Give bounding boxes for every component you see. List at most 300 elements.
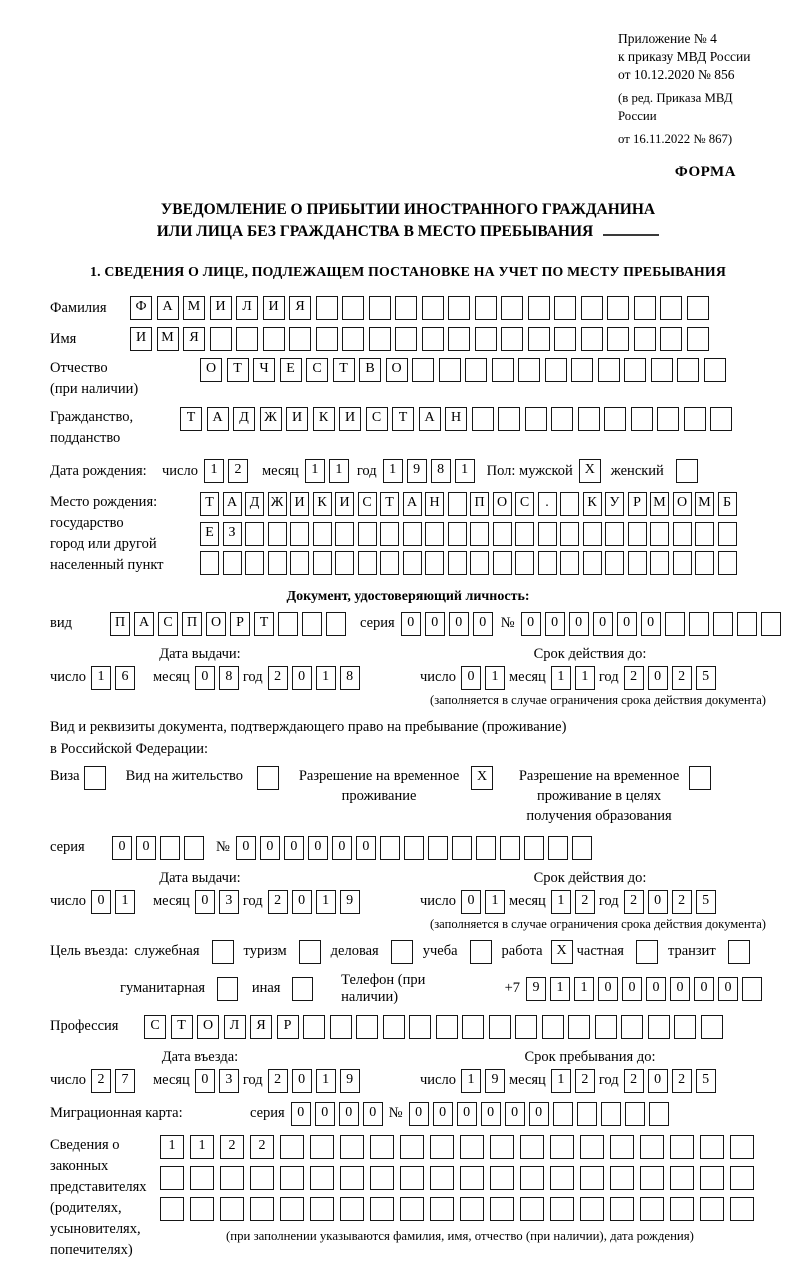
char-cell[interactable]: [621, 1015, 643, 1039]
char-cell[interactable]: [689, 612, 709, 636]
char-cell[interactable]: [492, 358, 514, 382]
char-cell[interactable]: [605, 551, 624, 575]
char-cell[interactable]: 5: [696, 1069, 716, 1093]
char-cell[interactable]: [651, 358, 673, 382]
char-cell[interactable]: [476, 836, 496, 860]
char-cell[interactable]: [607, 296, 629, 320]
char-cell[interactable]: 0: [339, 1102, 359, 1126]
char-cell[interactable]: К: [583, 492, 602, 516]
char-cell[interactable]: [383, 1015, 405, 1039]
char-cell[interactable]: 0: [195, 666, 215, 690]
char-cell[interactable]: А: [403, 492, 422, 516]
char-cell[interactable]: [475, 327, 497, 351]
char-cell[interactable]: [316, 296, 338, 320]
char-cell[interactable]: 0: [195, 1069, 215, 1093]
char-cell[interactable]: [303, 1015, 325, 1039]
char-cell[interactable]: Т: [227, 358, 249, 382]
char-cell[interactable]: С: [158, 612, 178, 636]
char-cell[interactable]: [430, 1135, 454, 1159]
char-cell[interactable]: 1: [551, 666, 571, 690]
char-cell[interactable]: 9: [340, 890, 360, 914]
char-cell[interactable]: [448, 522, 467, 546]
char-cell[interactable]: [660, 296, 682, 320]
char-cell[interactable]: [571, 358, 593, 382]
char-cell[interactable]: [665, 612, 685, 636]
char-cell[interactable]: [436, 1015, 458, 1039]
char-cell[interactable]: 9: [526, 977, 546, 1001]
char-cell[interactable]: Т: [333, 358, 355, 382]
char-cell[interactable]: [704, 358, 726, 382]
char-cell[interactable]: 0: [284, 836, 304, 860]
char-cell[interactable]: 3: [219, 890, 239, 914]
char-cell[interactable]: 0: [112, 836, 132, 860]
char-cell[interactable]: 2: [624, 890, 644, 914]
char-cell[interactable]: 0: [401, 612, 421, 636]
char-cell[interactable]: [515, 551, 534, 575]
char-cell[interactable]: [160, 1197, 184, 1221]
char-cell[interactable]: В: [359, 358, 381, 382]
char-cell[interactable]: К: [313, 407, 335, 431]
char-cell[interactable]: П: [110, 612, 130, 636]
char-cell[interactable]: И: [335, 492, 354, 516]
char-cell[interactable]: 1: [574, 977, 594, 1001]
char-cell[interactable]: [551, 407, 573, 431]
char-cell[interactable]: [518, 358, 540, 382]
char-cell[interactable]: 1: [455, 459, 475, 483]
char-cell[interactable]: [330, 1015, 352, 1039]
char-cell[interactable]: 1: [316, 666, 336, 690]
char-cell[interactable]: [538, 522, 557, 546]
char-cell[interactable]: [404, 836, 424, 860]
char-cell[interactable]: 0: [461, 890, 481, 914]
char-cell[interactable]: [673, 551, 692, 575]
char-cell[interactable]: [700, 1166, 724, 1190]
char-cell[interactable]: 1: [305, 459, 325, 483]
char-cell[interactable]: [395, 296, 417, 320]
char-cell[interactable]: [572, 836, 592, 860]
char-cell[interactable]: 0: [195, 890, 215, 914]
char-cell[interactable]: 1: [550, 977, 570, 1001]
char-cell[interactable]: [475, 296, 497, 320]
char-cell[interactable]: [290, 522, 309, 546]
char-cell[interactable]: [370, 1135, 394, 1159]
char-cell[interactable]: 2: [268, 1069, 288, 1093]
char-cell[interactable]: [278, 612, 298, 636]
char-cell[interactable]: [580, 1197, 604, 1221]
temp-residence-edu-checkbox[interactable]: [689, 766, 711, 790]
char-cell[interactable]: З: [223, 522, 242, 546]
char-cell[interactable]: [342, 296, 364, 320]
char-cell[interactable]: [700, 1135, 724, 1159]
char-cell[interactable]: 2: [672, 666, 692, 690]
char-cell[interactable]: А: [157, 296, 179, 320]
temp-residence-checkbox[interactable]: X: [471, 766, 493, 790]
char-cell[interactable]: [370, 1197, 394, 1221]
char-cell[interactable]: [515, 522, 534, 546]
char-cell[interactable]: [673, 522, 692, 546]
char-cell[interactable]: [310, 1166, 334, 1190]
char-cell[interactable]: [448, 296, 470, 320]
char-cell[interactable]: [730, 1197, 754, 1221]
char-cell[interactable]: [610, 1166, 634, 1190]
char-cell[interactable]: [263, 327, 285, 351]
char-cell[interactable]: 1: [329, 459, 349, 483]
char-cell[interactable]: [400, 1166, 424, 1190]
purpose-business-checkbox[interactable]: [391, 940, 413, 964]
char-cell[interactable]: А: [223, 492, 242, 516]
char-cell[interactable]: [713, 612, 733, 636]
char-cell[interactable]: [640, 1197, 664, 1221]
char-cell[interactable]: 0: [308, 836, 328, 860]
char-cell[interactable]: [184, 836, 204, 860]
char-cell[interactable]: [250, 1166, 274, 1190]
char-cell[interactable]: [403, 551, 422, 575]
char-cell[interactable]: 2: [268, 666, 288, 690]
purpose-other-checkbox[interactable]: [292, 977, 313, 1001]
char-cell[interactable]: Н: [445, 407, 467, 431]
char-cell[interactable]: 0: [292, 890, 312, 914]
char-cell[interactable]: [412, 358, 434, 382]
char-cell[interactable]: [718, 551, 737, 575]
char-cell[interactable]: Ж: [268, 492, 287, 516]
char-cell[interactable]: М: [157, 327, 179, 351]
char-cell[interactable]: М: [695, 492, 714, 516]
char-cell[interactable]: Ф: [130, 296, 152, 320]
char-cell[interactable]: 9: [407, 459, 427, 483]
char-cell[interactable]: [528, 327, 550, 351]
char-cell[interactable]: 0: [449, 612, 469, 636]
char-cell[interactable]: 1: [485, 666, 505, 690]
char-cell[interactable]: [625, 1102, 645, 1126]
char-cell[interactable]: 9: [485, 1069, 505, 1093]
char-cell[interactable]: [280, 1166, 304, 1190]
char-cell[interactable]: [439, 358, 461, 382]
char-cell[interactable]: [649, 1102, 669, 1126]
char-cell[interactable]: Р: [628, 492, 647, 516]
char-cell[interactable]: 0: [521, 612, 541, 636]
char-cell[interactable]: [340, 1197, 364, 1221]
char-cell[interactable]: 0: [409, 1102, 429, 1126]
char-cell[interactable]: [670, 1166, 694, 1190]
char-cell[interactable]: М: [650, 492, 669, 516]
char-cell[interactable]: И: [290, 492, 309, 516]
char-cell[interactable]: Т: [380, 492, 399, 516]
char-cell[interactable]: 0: [505, 1102, 525, 1126]
char-cell[interactable]: 2: [624, 666, 644, 690]
char-cell[interactable]: [302, 612, 322, 636]
char-cell[interactable]: [542, 1015, 564, 1039]
char-cell[interactable]: [448, 492, 467, 516]
char-cell[interactable]: 0: [473, 612, 493, 636]
char-cell[interactable]: [310, 1135, 334, 1159]
purpose-transit-checkbox[interactable]: [728, 940, 750, 964]
char-cell[interactable]: [313, 522, 332, 546]
char-cell[interactable]: [742, 977, 762, 1001]
char-cell[interactable]: 0: [481, 1102, 501, 1126]
purpose-humanitarian-checkbox[interactable]: [217, 977, 238, 1001]
char-cell[interactable]: [550, 1197, 574, 1221]
char-cell[interactable]: [280, 1197, 304, 1221]
char-cell[interactable]: 0: [425, 612, 445, 636]
char-cell[interactable]: О: [206, 612, 226, 636]
char-cell[interactable]: У: [605, 492, 624, 516]
char-cell[interactable]: 2: [220, 1135, 244, 1159]
char-cell[interactable]: 0: [433, 1102, 453, 1126]
char-cell[interactable]: [493, 551, 512, 575]
char-cell[interactable]: [583, 522, 602, 546]
char-cell[interactable]: [245, 551, 264, 575]
char-cell[interactable]: [358, 551, 377, 575]
char-cell[interactable]: [650, 551, 669, 575]
purpose-official-checkbox[interactable]: [212, 940, 234, 964]
char-cell[interactable]: [395, 327, 417, 351]
char-cell[interactable]: 0: [315, 1102, 335, 1126]
char-cell[interactable]: 1: [115, 890, 135, 914]
char-cell[interactable]: [695, 522, 714, 546]
char-cell[interactable]: [695, 551, 714, 575]
char-cell[interactable]: И: [339, 407, 361, 431]
char-cell[interactable]: О: [673, 492, 692, 516]
char-cell[interactable]: [628, 551, 647, 575]
char-cell[interactable]: 1: [575, 666, 595, 690]
char-cell[interactable]: 0: [545, 612, 565, 636]
char-cell[interactable]: [460, 1135, 484, 1159]
char-cell[interactable]: 0: [292, 666, 312, 690]
char-cell[interactable]: О: [386, 358, 408, 382]
char-cell[interactable]: [422, 296, 444, 320]
char-cell[interactable]: А: [419, 407, 441, 431]
char-cell[interactable]: 1: [551, 1069, 571, 1093]
char-cell[interactable]: 1: [190, 1135, 214, 1159]
char-cell[interactable]: [730, 1135, 754, 1159]
char-cell[interactable]: Я: [289, 296, 311, 320]
char-cell[interactable]: [631, 407, 653, 431]
char-cell[interactable]: [560, 522, 579, 546]
char-cell[interactable]: [700, 1197, 724, 1221]
char-cell[interactable]: [460, 1197, 484, 1221]
char-cell[interactable]: [520, 1197, 544, 1221]
char-cell[interactable]: Е: [200, 522, 219, 546]
char-cell[interactable]: [524, 836, 544, 860]
char-cell[interactable]: [520, 1166, 544, 1190]
char-cell[interactable]: Я: [250, 1015, 272, 1039]
char-cell[interactable]: [409, 1015, 431, 1039]
char-cell[interactable]: [470, 522, 489, 546]
char-cell[interactable]: [554, 296, 576, 320]
char-cell[interactable]: 0: [718, 977, 738, 1001]
char-cell[interactable]: [245, 522, 264, 546]
char-cell[interactable]: [583, 551, 602, 575]
char-cell[interactable]: 1: [160, 1135, 184, 1159]
char-cell[interactable]: [605, 522, 624, 546]
char-cell[interactable]: С: [366, 407, 388, 431]
char-cell[interactable]: [470, 551, 489, 575]
char-cell[interactable]: [677, 358, 699, 382]
char-cell[interactable]: [428, 836, 448, 860]
char-cell[interactable]: [580, 1135, 604, 1159]
char-cell[interactable]: [670, 1135, 694, 1159]
char-cell[interactable]: [280, 1135, 304, 1159]
char-cell[interactable]: [493, 522, 512, 546]
char-cell[interactable]: [660, 327, 682, 351]
char-cell[interactable]: 1: [485, 890, 505, 914]
char-cell[interactable]: [370, 1166, 394, 1190]
char-cell[interactable]: 8: [219, 666, 239, 690]
char-cell[interactable]: [190, 1197, 214, 1221]
char-cell[interactable]: [380, 551, 399, 575]
char-cell[interactable]: 0: [291, 1102, 311, 1126]
char-cell[interactable]: [628, 522, 647, 546]
char-cell[interactable]: 0: [363, 1102, 383, 1126]
char-cell[interactable]: [380, 522, 399, 546]
char-cell[interactable]: [730, 1166, 754, 1190]
char-cell[interactable]: 0: [646, 977, 666, 1001]
residence-permit-checkbox[interactable]: [257, 766, 279, 790]
char-cell[interactable]: [335, 551, 354, 575]
char-cell[interactable]: П: [182, 612, 202, 636]
char-cell[interactable]: 0: [91, 890, 111, 914]
char-cell[interactable]: 0: [332, 836, 352, 860]
char-cell[interactable]: [580, 1166, 604, 1190]
char-cell[interactable]: Р: [230, 612, 250, 636]
char-cell[interactable]: [400, 1197, 424, 1221]
char-cell[interactable]: [289, 327, 311, 351]
char-cell[interactable]: [250, 1197, 274, 1221]
char-cell[interactable]: [452, 836, 472, 860]
char-cell[interactable]: [684, 407, 706, 431]
char-cell[interactable]: К: [313, 492, 332, 516]
char-cell[interactable]: 7: [115, 1069, 135, 1093]
char-cell[interactable]: 0: [694, 977, 714, 1001]
char-cell[interactable]: [316, 327, 338, 351]
char-cell[interactable]: С: [306, 358, 328, 382]
char-cell[interactable]: [403, 522, 422, 546]
char-cell[interactable]: О: [493, 492, 512, 516]
char-cell[interactable]: 0: [648, 1069, 668, 1093]
char-cell[interactable]: 2: [268, 890, 288, 914]
char-cell[interactable]: [490, 1135, 514, 1159]
char-cell[interactable]: 0: [622, 977, 642, 1001]
char-cell[interactable]: 1: [316, 1069, 336, 1093]
char-cell[interactable]: [718, 522, 737, 546]
char-cell[interactable]: 0: [593, 612, 613, 636]
char-cell[interactable]: [545, 358, 567, 382]
char-cell[interactable]: 0: [136, 836, 156, 860]
char-cell[interactable]: [737, 612, 757, 636]
char-cell[interactable]: И: [210, 296, 232, 320]
char-cell[interactable]: Е: [280, 358, 302, 382]
char-cell[interactable]: И: [286, 407, 308, 431]
char-cell[interactable]: Т: [392, 407, 414, 431]
char-cell[interactable]: Л: [236, 296, 258, 320]
char-cell[interactable]: [515, 1015, 537, 1039]
char-cell[interactable]: [340, 1166, 364, 1190]
char-cell[interactable]: [650, 522, 669, 546]
char-cell[interactable]: С: [144, 1015, 166, 1039]
char-cell[interactable]: 5: [696, 890, 716, 914]
char-cell[interactable]: [380, 836, 400, 860]
char-cell[interactable]: Р: [277, 1015, 299, 1039]
char-cell[interactable]: С: [515, 492, 534, 516]
char-cell[interactable]: 2: [91, 1069, 111, 1093]
char-cell[interactable]: [538, 551, 557, 575]
char-cell[interactable]: 1: [316, 890, 336, 914]
char-cell[interactable]: С: [358, 492, 377, 516]
purpose-study-checkbox[interactable]: [470, 940, 492, 964]
char-cell[interactable]: [553, 1102, 573, 1126]
char-cell[interactable]: И: [263, 296, 285, 320]
char-cell[interactable]: [528, 296, 550, 320]
char-cell[interactable]: [356, 1015, 378, 1039]
char-cell[interactable]: [310, 1197, 334, 1221]
char-cell[interactable]: 2: [575, 1069, 595, 1093]
char-cell[interactable]: [490, 1197, 514, 1221]
char-cell[interactable]: [550, 1135, 574, 1159]
char-cell[interactable]: [581, 327, 603, 351]
char-cell[interactable]: [220, 1197, 244, 1221]
char-cell[interactable]: [674, 1015, 696, 1039]
char-cell[interactable]: 0: [236, 836, 256, 860]
char-cell[interactable]: 0: [461, 666, 481, 690]
char-cell[interactable]: [190, 1166, 214, 1190]
char-cell[interactable]: [268, 522, 287, 546]
char-cell[interactable]: [268, 551, 287, 575]
char-cell[interactable]: [550, 1166, 574, 1190]
char-cell[interactable]: Т: [180, 407, 202, 431]
char-cell[interactable]: [342, 327, 364, 351]
char-cell[interactable]: 0: [617, 612, 637, 636]
char-cell[interactable]: Я: [183, 327, 205, 351]
char-cell[interactable]: Д: [233, 407, 255, 431]
char-cell[interactable]: 0: [598, 977, 618, 1001]
char-cell[interactable]: [498, 407, 520, 431]
char-cell[interactable]: 2: [624, 1069, 644, 1093]
char-cell[interactable]: 5: [696, 666, 716, 690]
char-cell[interactable]: 0: [648, 666, 668, 690]
char-cell[interactable]: .: [538, 492, 557, 516]
char-cell[interactable]: [687, 296, 709, 320]
char-cell[interactable]: [607, 327, 629, 351]
char-cell[interactable]: 6: [115, 666, 135, 690]
char-cell[interactable]: [472, 407, 494, 431]
char-cell[interactable]: [648, 1015, 670, 1039]
char-cell[interactable]: [462, 1015, 484, 1039]
char-cell[interactable]: [560, 551, 579, 575]
char-cell[interactable]: [601, 1102, 621, 1126]
char-cell[interactable]: 9: [340, 1069, 360, 1093]
char-cell[interactable]: 3: [219, 1069, 239, 1093]
char-cell[interactable]: [490, 1166, 514, 1190]
char-cell[interactable]: [701, 1015, 723, 1039]
char-cell[interactable]: 1: [461, 1069, 481, 1093]
char-cell[interactable]: 2: [575, 890, 595, 914]
char-cell[interactable]: [425, 522, 444, 546]
char-cell[interactable]: 0: [641, 612, 661, 636]
char-cell[interactable]: [634, 327, 656, 351]
char-cell[interactable]: [554, 327, 576, 351]
char-cell[interactable]: О: [197, 1015, 219, 1039]
char-cell[interactable]: [369, 296, 391, 320]
char-cell[interactable]: [400, 1135, 424, 1159]
char-cell[interactable]: [430, 1197, 454, 1221]
char-cell[interactable]: [568, 1015, 590, 1039]
char-cell[interactable]: Н: [425, 492, 444, 516]
char-cell[interactable]: [448, 327, 470, 351]
char-cell[interactable]: 2: [228, 459, 248, 483]
char-cell[interactable]: Л: [224, 1015, 246, 1039]
purpose-tourism-checkbox[interactable]: [299, 940, 321, 964]
char-cell[interactable]: [640, 1135, 664, 1159]
